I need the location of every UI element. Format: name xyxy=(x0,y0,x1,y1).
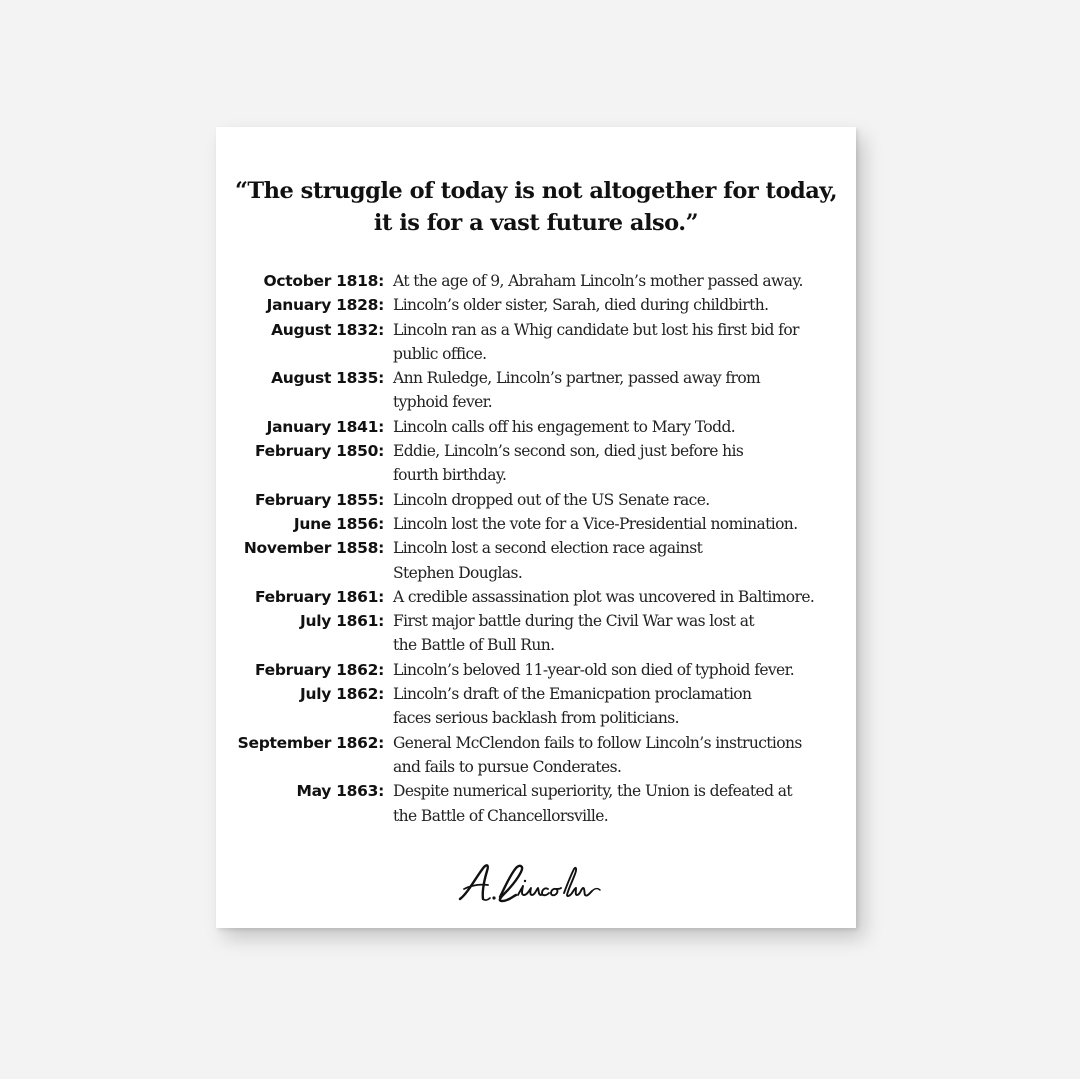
entry-description xyxy=(393,439,843,488)
entry-date: October 1818: xyxy=(263,272,384,290)
entry-date: August 1835: xyxy=(271,369,384,388)
timeline-entry xyxy=(216,488,856,512)
entry-description xyxy=(393,682,843,731)
entry-date: January 1828: xyxy=(266,296,384,315)
entry-description-line: Lincoln lost the vote for a Vice-Presidential nomination. xyxy=(393,514,798,533)
entry-description xyxy=(393,293,843,317)
entry-date: January 1841: xyxy=(266,417,384,436)
entry-description xyxy=(393,585,843,609)
entry-description-line: Lincoln lost a second election race against xyxy=(393,539,703,558)
entry-date: February 1850: xyxy=(255,442,384,461)
entry-description-line: Eddie, Lincoln’s second son, died just before his xyxy=(393,442,744,461)
entry-description-line: A credible assassination plot was uncovered in Baltimore. xyxy=(393,587,815,606)
quote-line-1: “The struggle of today is not altogether for today, xyxy=(234,178,838,204)
signature-image xyxy=(454,855,620,915)
entry-description xyxy=(393,731,843,780)
entry-description-line: Stephen Douglas. xyxy=(393,563,523,582)
entry-description-line: Lincoln ran as a Whig candidate but lost his first bid for xyxy=(393,320,799,339)
entry-description xyxy=(393,512,843,536)
entry-description-line: Lincoln’s beloved 11-year-old son died of typhoid fever. xyxy=(393,660,795,679)
entry-date: July 1862: xyxy=(300,685,384,704)
entry-date: June 1856: xyxy=(293,514,384,533)
timeline-entry xyxy=(216,658,856,682)
entry-description xyxy=(393,366,843,415)
timeline-entry xyxy=(216,536,856,585)
timeline-entry xyxy=(216,439,856,488)
entry-description-line: At the age of 9, Abraham Lincoln’s mother passed away. xyxy=(393,272,803,290)
entry-description-line: Despite numerical superiority, the Union is defeated at xyxy=(393,782,793,801)
timeline-entry xyxy=(216,318,856,367)
canvas-print xyxy=(216,127,856,928)
entry-description xyxy=(393,488,843,512)
quote-line-2: it is for a vast future also.” xyxy=(373,210,699,236)
timeline-entry xyxy=(216,585,856,609)
timeline-entry xyxy=(216,293,856,317)
entry-description-line: fourth birthday. xyxy=(393,466,507,485)
timeline-entry xyxy=(216,366,856,415)
entry-description xyxy=(393,536,843,585)
entry-description-line: the Battle of Chancellorsville. xyxy=(393,806,609,825)
entry-description-line: the Battle of Bull Run. xyxy=(393,636,555,655)
timeline xyxy=(216,269,856,828)
entry-description-line: public office. xyxy=(393,344,487,363)
entry-description-line: Lincoln’s older sister, Sarah, died during childbirth. xyxy=(393,296,769,315)
entry-description-line: typhoid fever. xyxy=(393,393,493,412)
entry-description-line: faces serious backlash from politicians. xyxy=(393,709,679,728)
quote xyxy=(216,175,856,239)
timeline-entry xyxy=(216,269,856,293)
entry-description xyxy=(393,415,843,439)
timeline-entry xyxy=(216,512,856,536)
entry-description-line: Ann Ruledge, Lincoln’s partner, passed away from xyxy=(393,369,761,388)
entry-date: November 1858: xyxy=(243,539,384,558)
entry-description xyxy=(393,779,843,828)
entry-description xyxy=(393,269,843,293)
entry-date: February 1855: xyxy=(255,490,384,509)
entry-date: July 1861: xyxy=(300,612,384,631)
entry-description xyxy=(393,318,843,367)
entry-description-line: First major battle during the Civil War was lost at xyxy=(393,612,754,631)
entry-date: February 1861: xyxy=(255,587,384,606)
timeline-entry xyxy=(216,731,856,780)
entry-description xyxy=(393,658,843,682)
timeline-entry xyxy=(216,415,856,439)
entry-description xyxy=(393,609,843,658)
entry-description-line: Lincoln calls off his engagement to Mary Todd. xyxy=(393,417,736,436)
entry-description-line: Lincoln dropped out of the US Senate race. xyxy=(393,490,710,509)
entry-description-line: Lincoln’s draft of the Emanicpation proclamation xyxy=(393,685,752,704)
timeline-entry xyxy=(216,682,856,731)
entry-description-line: and fails to pursue Conderates. xyxy=(393,757,622,776)
timeline-entry xyxy=(216,609,856,658)
entry-date: May 1863: xyxy=(296,782,384,801)
entry-description-line: General McClendon fails to follow Lincoln’s instructions xyxy=(393,733,802,752)
entry-date: February 1862: xyxy=(255,660,384,679)
entry-date: September 1862: xyxy=(237,733,384,752)
timeline-entry xyxy=(216,779,856,828)
entry-date: August 1832: xyxy=(271,320,384,339)
